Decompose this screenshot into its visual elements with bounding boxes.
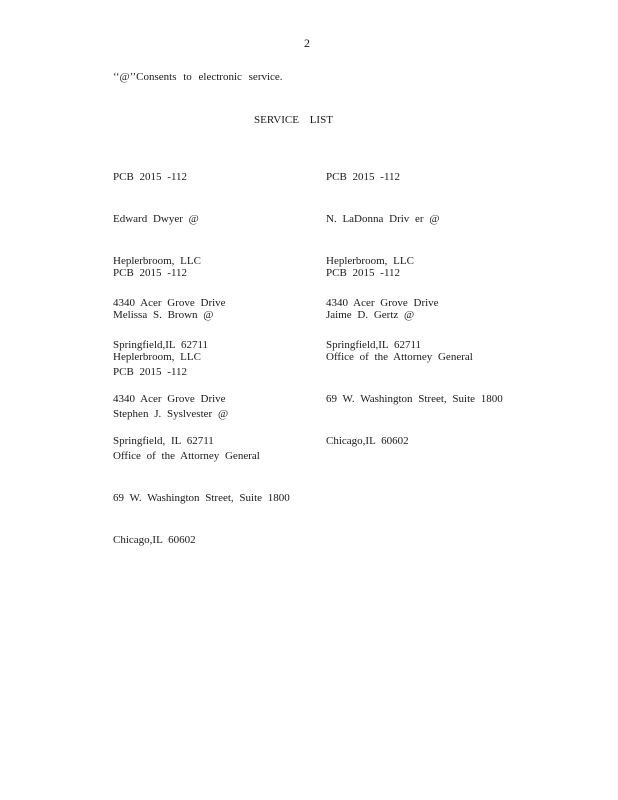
city-state-zip: Springfield, IL 62711	[113, 435, 214, 447]
recipient-name: Edward Dwyer @	[113, 213, 199, 225]
recipient-name: Stephen J. Syslvester @	[113, 408, 229, 420]
organization: Office of the Attorney General	[326, 351, 473, 363]
case-number: PCB 2015 -112	[326, 267, 401, 279]
case-number: PCB 2015 -112	[113, 366, 188, 378]
city-state-zip: Springfield,IL 62711	[326, 339, 422, 351]
service-list-title: SERVICE LIST	[254, 114, 333, 126]
page-number: 2	[304, 36, 310, 50]
organization: Heplerbroom, LLC	[113, 255, 201, 267]
street-address: 4340 Acer Grove Drive	[113, 297, 226, 309]
electronic-service-note: ‘‘@’’Consents to electronic service.	[113, 71, 283, 83]
case-number: PCB 2015 -112	[113, 171, 188, 183]
recipient-name: Jaime D. Gertz @	[326, 309, 415, 321]
organization: Office of the Attorney General	[113, 450, 260, 462]
street-address: 69 W. Washington Street, Suite 1800	[326, 393, 503, 405]
recipient-name: Melissa S. Brown @	[113, 309, 214, 321]
street-address: 4340 Acer Grove Drive	[326, 297, 439, 309]
case-number: PCB 2015 -112	[326, 171, 401, 183]
city-state-zip: Springfield,IL 62711	[113, 339, 209, 351]
service-entry	[326, 238, 503, 462]
organization: Heplerbroom, LLC	[326, 255, 414, 267]
city-state-zip: Chicago,IL 60602	[326, 435, 409, 447]
city-state-zip: Chicago,IL 60602	[113, 534, 196, 546]
organization: Heplerbroom, LLC	[113, 351, 201, 363]
street-address: 4340 Acer Grove Drive	[113, 393, 226, 405]
case-number: PCB 2015 -112	[113, 267, 188, 279]
service-entry	[113, 337, 290, 561]
street-address: 69 W. Washington Street, Suite 1800	[113, 492, 290, 504]
recipient-name: N. LaDonna Driv er @	[326, 213, 440, 225]
